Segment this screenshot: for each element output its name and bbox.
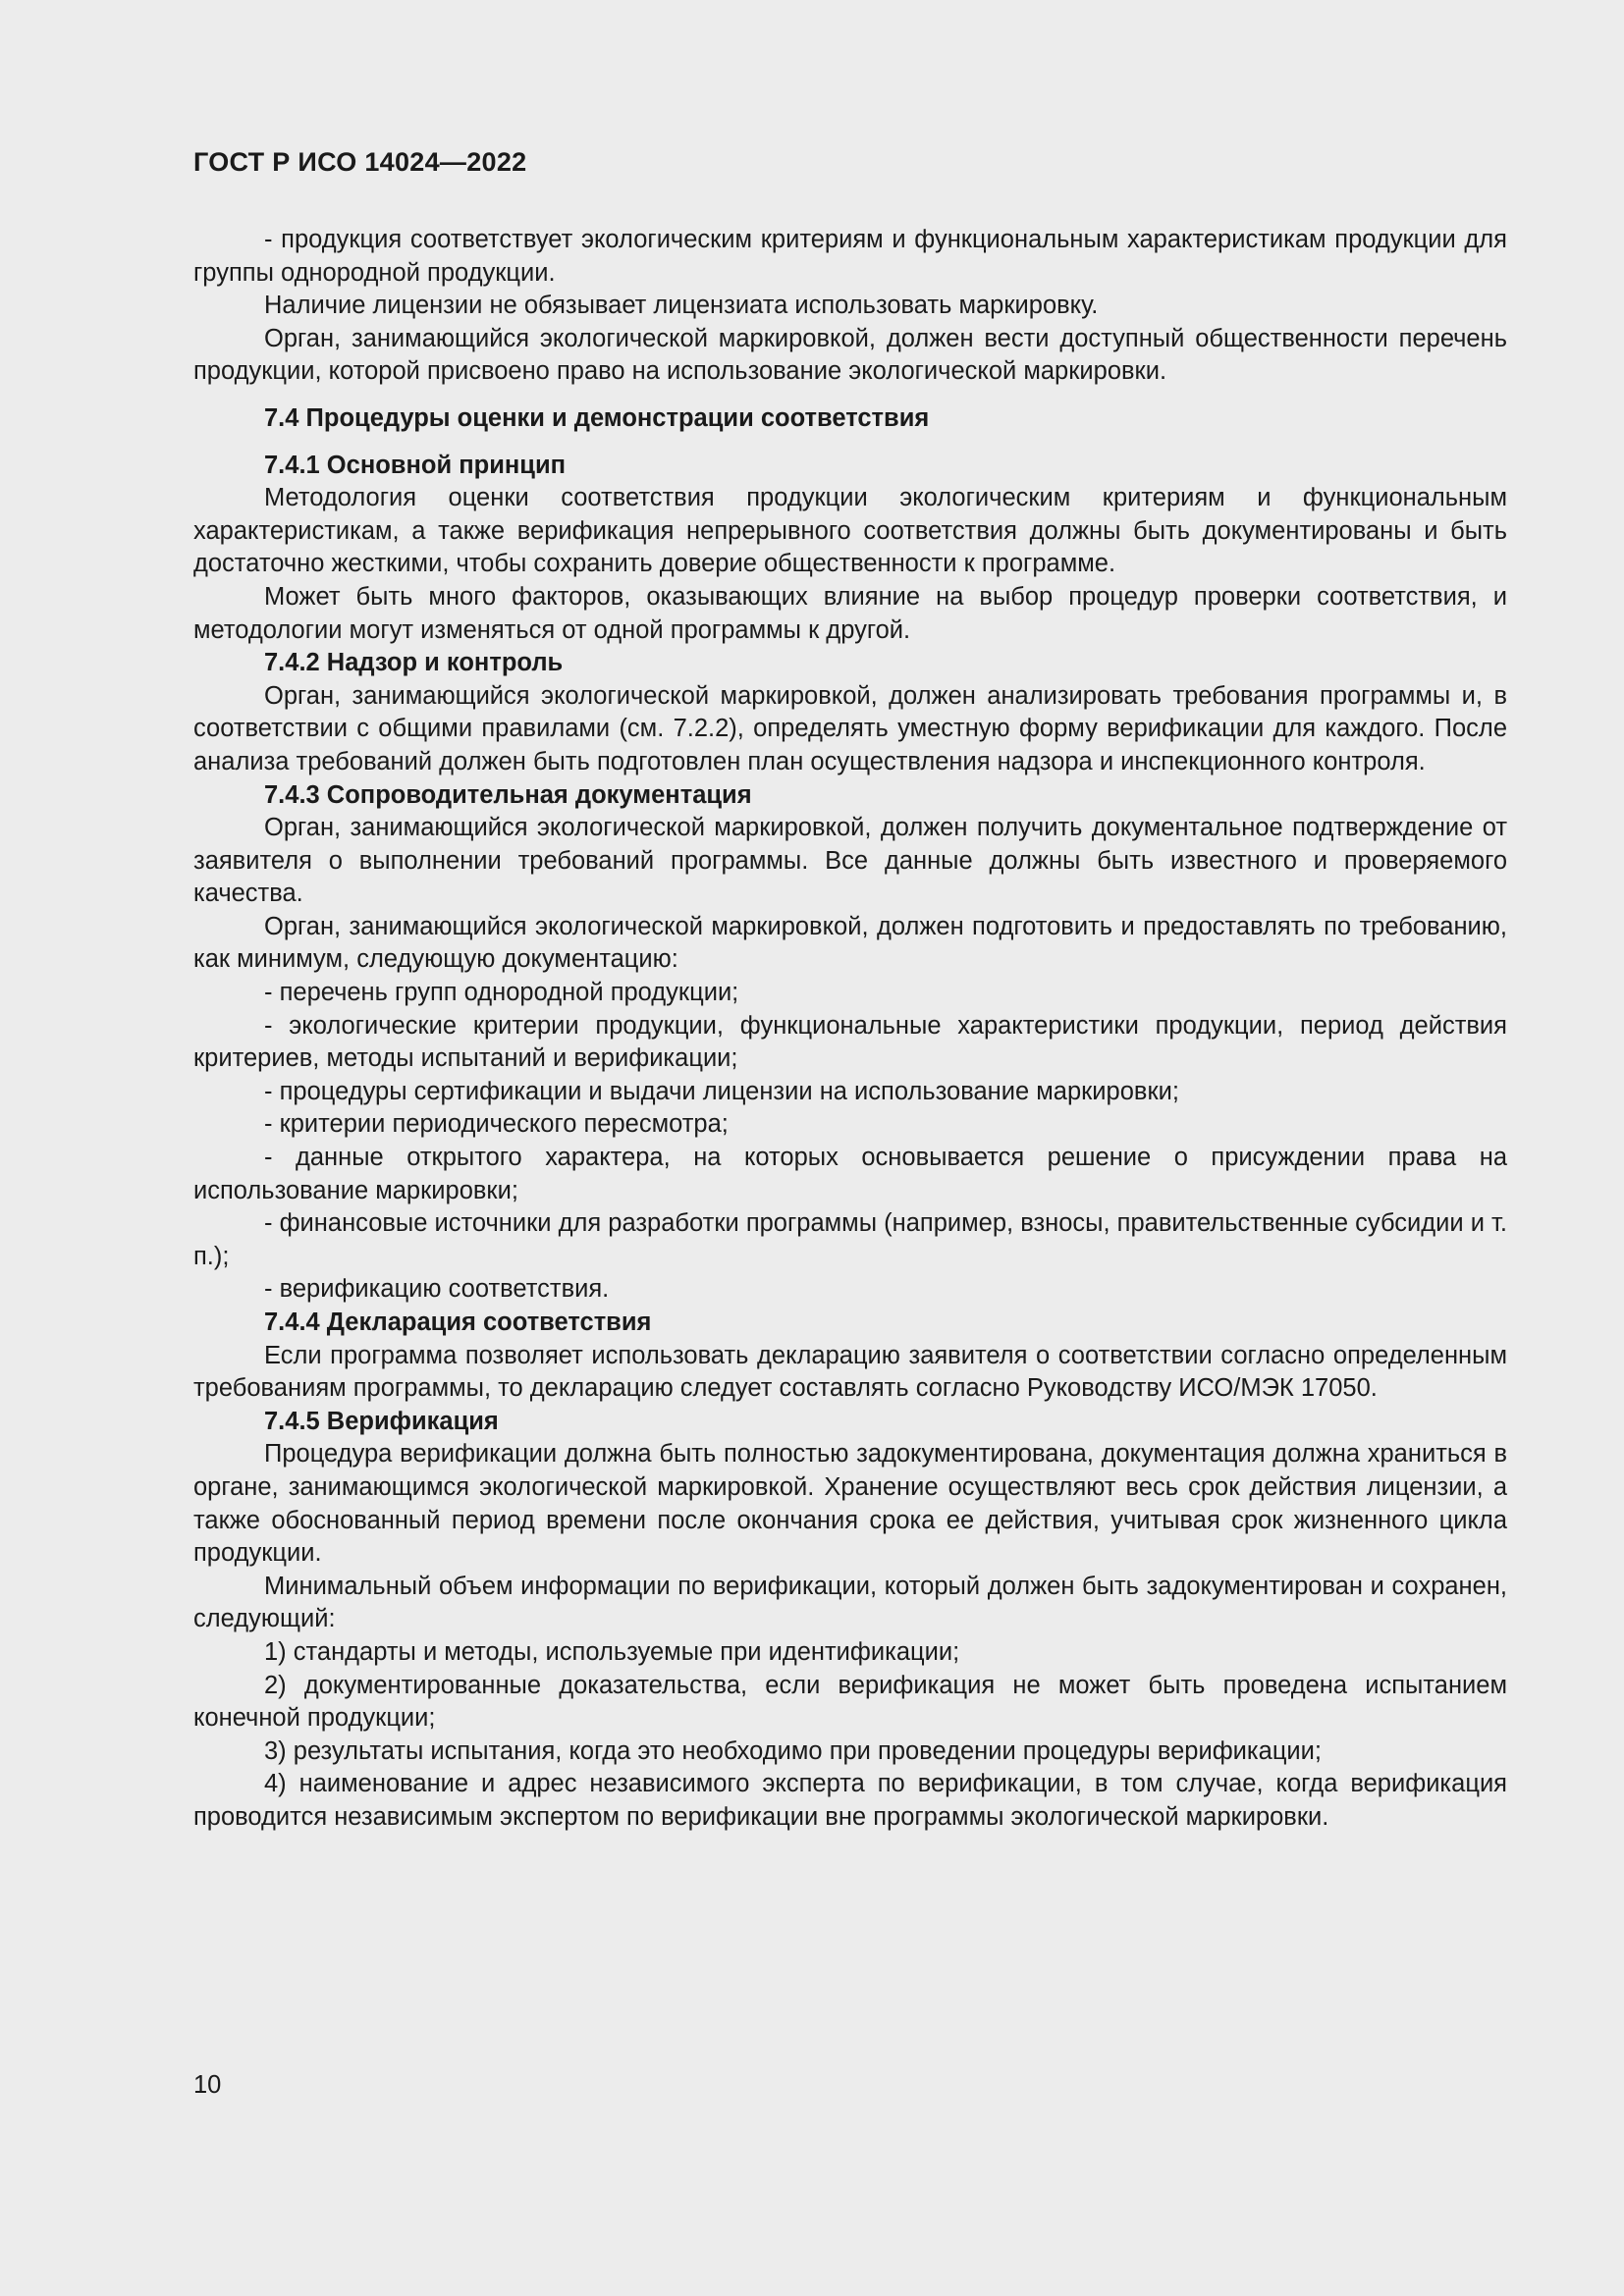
list-item-product-groups: - перечень групп однородной продукции; [264,979,739,1007]
heading-7-4: 7.4 Процедуры оценки и демонстрации соответствия [264,403,930,432]
numbered-item-2: 2) документированные доказательства, если верификация не может быть проведена испытанием конечной продукции; [193,1671,1507,1733]
numbered-item-3: 3) результаты испытания, когда это необходимо при проведении процедуры верификации; [264,1736,1323,1765]
paragraph-7-4-3-confirmation: Орган, занимающийся экологической маркировкой, должен получить документальное подтверждение от заявителя о выполнении требований программы. Все данные должны быть известного и проверяемого качества. [193,814,1507,908]
list-item-certification-procedures: - процедуры сертификации и выдачи лицензии на использование маркировки; [264,1077,1179,1105]
running-header: ГОСТ Р ИСО 14024—2022 [193,147,527,177]
paragraph-7-4-4: Если программа позволяет использовать декларацию заявителя о соответствии согласно определенным требованиям программы, то декларацию следует составлять согласно Руководству ИСО/МЭК 17050. [193,1341,1507,1403]
paragraph-7-4-3-documentation: Орган, занимающийся экологической маркировкой, должен подготовить и предоставлять по требованию, как минимум, следующую документацию: [193,912,1507,974]
heading-7-4-2: 7.4.2 Надзор и контроль [264,649,564,677]
list-item-verification: - верификацию соответствия. [264,1275,610,1304]
paragraph-product-meets-criteria: - продукция соответствует экологическим критериям и функциональным характеристикам продукции для группы однородной продукции. [193,226,1507,287]
paragraph-7-4-2: Орган, занимающийся экологической маркировкой, должен анализировать требования программы и, в соответствии с общими правилами (см. 7.2.2), определять уместную форму верификации для каждого. После анализа требований должен быть подготовлен план осуществления надзора и инспекционного контроля. [193,681,1507,775]
page-number: 10 [193,2071,222,2099]
paragraph-7-4-1-factors: Может быть много факторов, оказывающих влияние на выбор процедур проверки соответствия, и методологии могут изменяться от одной программы к другой. [193,582,1507,644]
heading-7-4-5: 7.4.5 Верификация [264,1407,499,1435]
heading-7-4-4: 7.4.4 Декларация соответствия [264,1308,652,1336]
list-item-open-data: - данные открытого характера, на которых основывается решение о присуждении права на использование маркировки; [193,1144,1507,1204]
list-item-funding-sources: - финансовые источники для разработки программы (например, взносы, правительственные субсидии и т. п.); [193,1209,1507,1270]
numbered-item-4: 4) наименование и адрес независимого эксперта по верификации, в том случае, когда верификация проводится независимым экспертом по верификации вне программы экологической маркировки. [193,1770,1507,1831]
paragraph-7-4-5-procedure: Процедура верификации должна быть полностью задокументирована, документация должна храниться в органе, занимающимся экологической маркировкой. Хранение осуществляют весь срок действия лицензии, а также обоснованный период времени после окончания срока ее действия, учитывая срок жизненного цикла продукции. [193,1440,1507,1568]
numbered-item-1: 1) стандарты и методы, используемые при идентификации; [264,1637,960,1666]
paragraph-license-not-obliging: Наличие лицензии не обязывает лицензиата использовать маркировку. [264,292,1099,320]
paragraph-public-list: Орган, занимающийся экологической маркировкой, должен вести доступный общественности перечень продукции, которой присвоено право на использование экологической маркировки. [193,324,1507,386]
paragraph-7-4-1-methodology: Методология оценки соответствия продукции экологическим критериям и функциональным характеристикам, а также верификация непрерывного соответствия должны быть документированы и быть достаточно жесткими, чтобы сохранить доверие общественности к программе. [193,484,1507,578]
list-item-ecological-criteria: - экологические критерии продукции, функциональные характеристики продукции, период действия критериев, методы испытаний и верификации; [193,1011,1507,1073]
document-body [193,224,1507,1835]
paragraph-7-4-5-minimum: Минимальный объем информации по верификации, который должен быть задокументирован и сохранен, следующий: [193,1572,1507,1633]
list-item-review-criteria: - критерии периодического пересмотра; [264,1110,729,1139]
heading-7-4-3: 7.4.3 Сопроводительная документация [264,780,752,809]
heading-7-4-1: 7.4.1 Основной принцип [264,451,567,479]
